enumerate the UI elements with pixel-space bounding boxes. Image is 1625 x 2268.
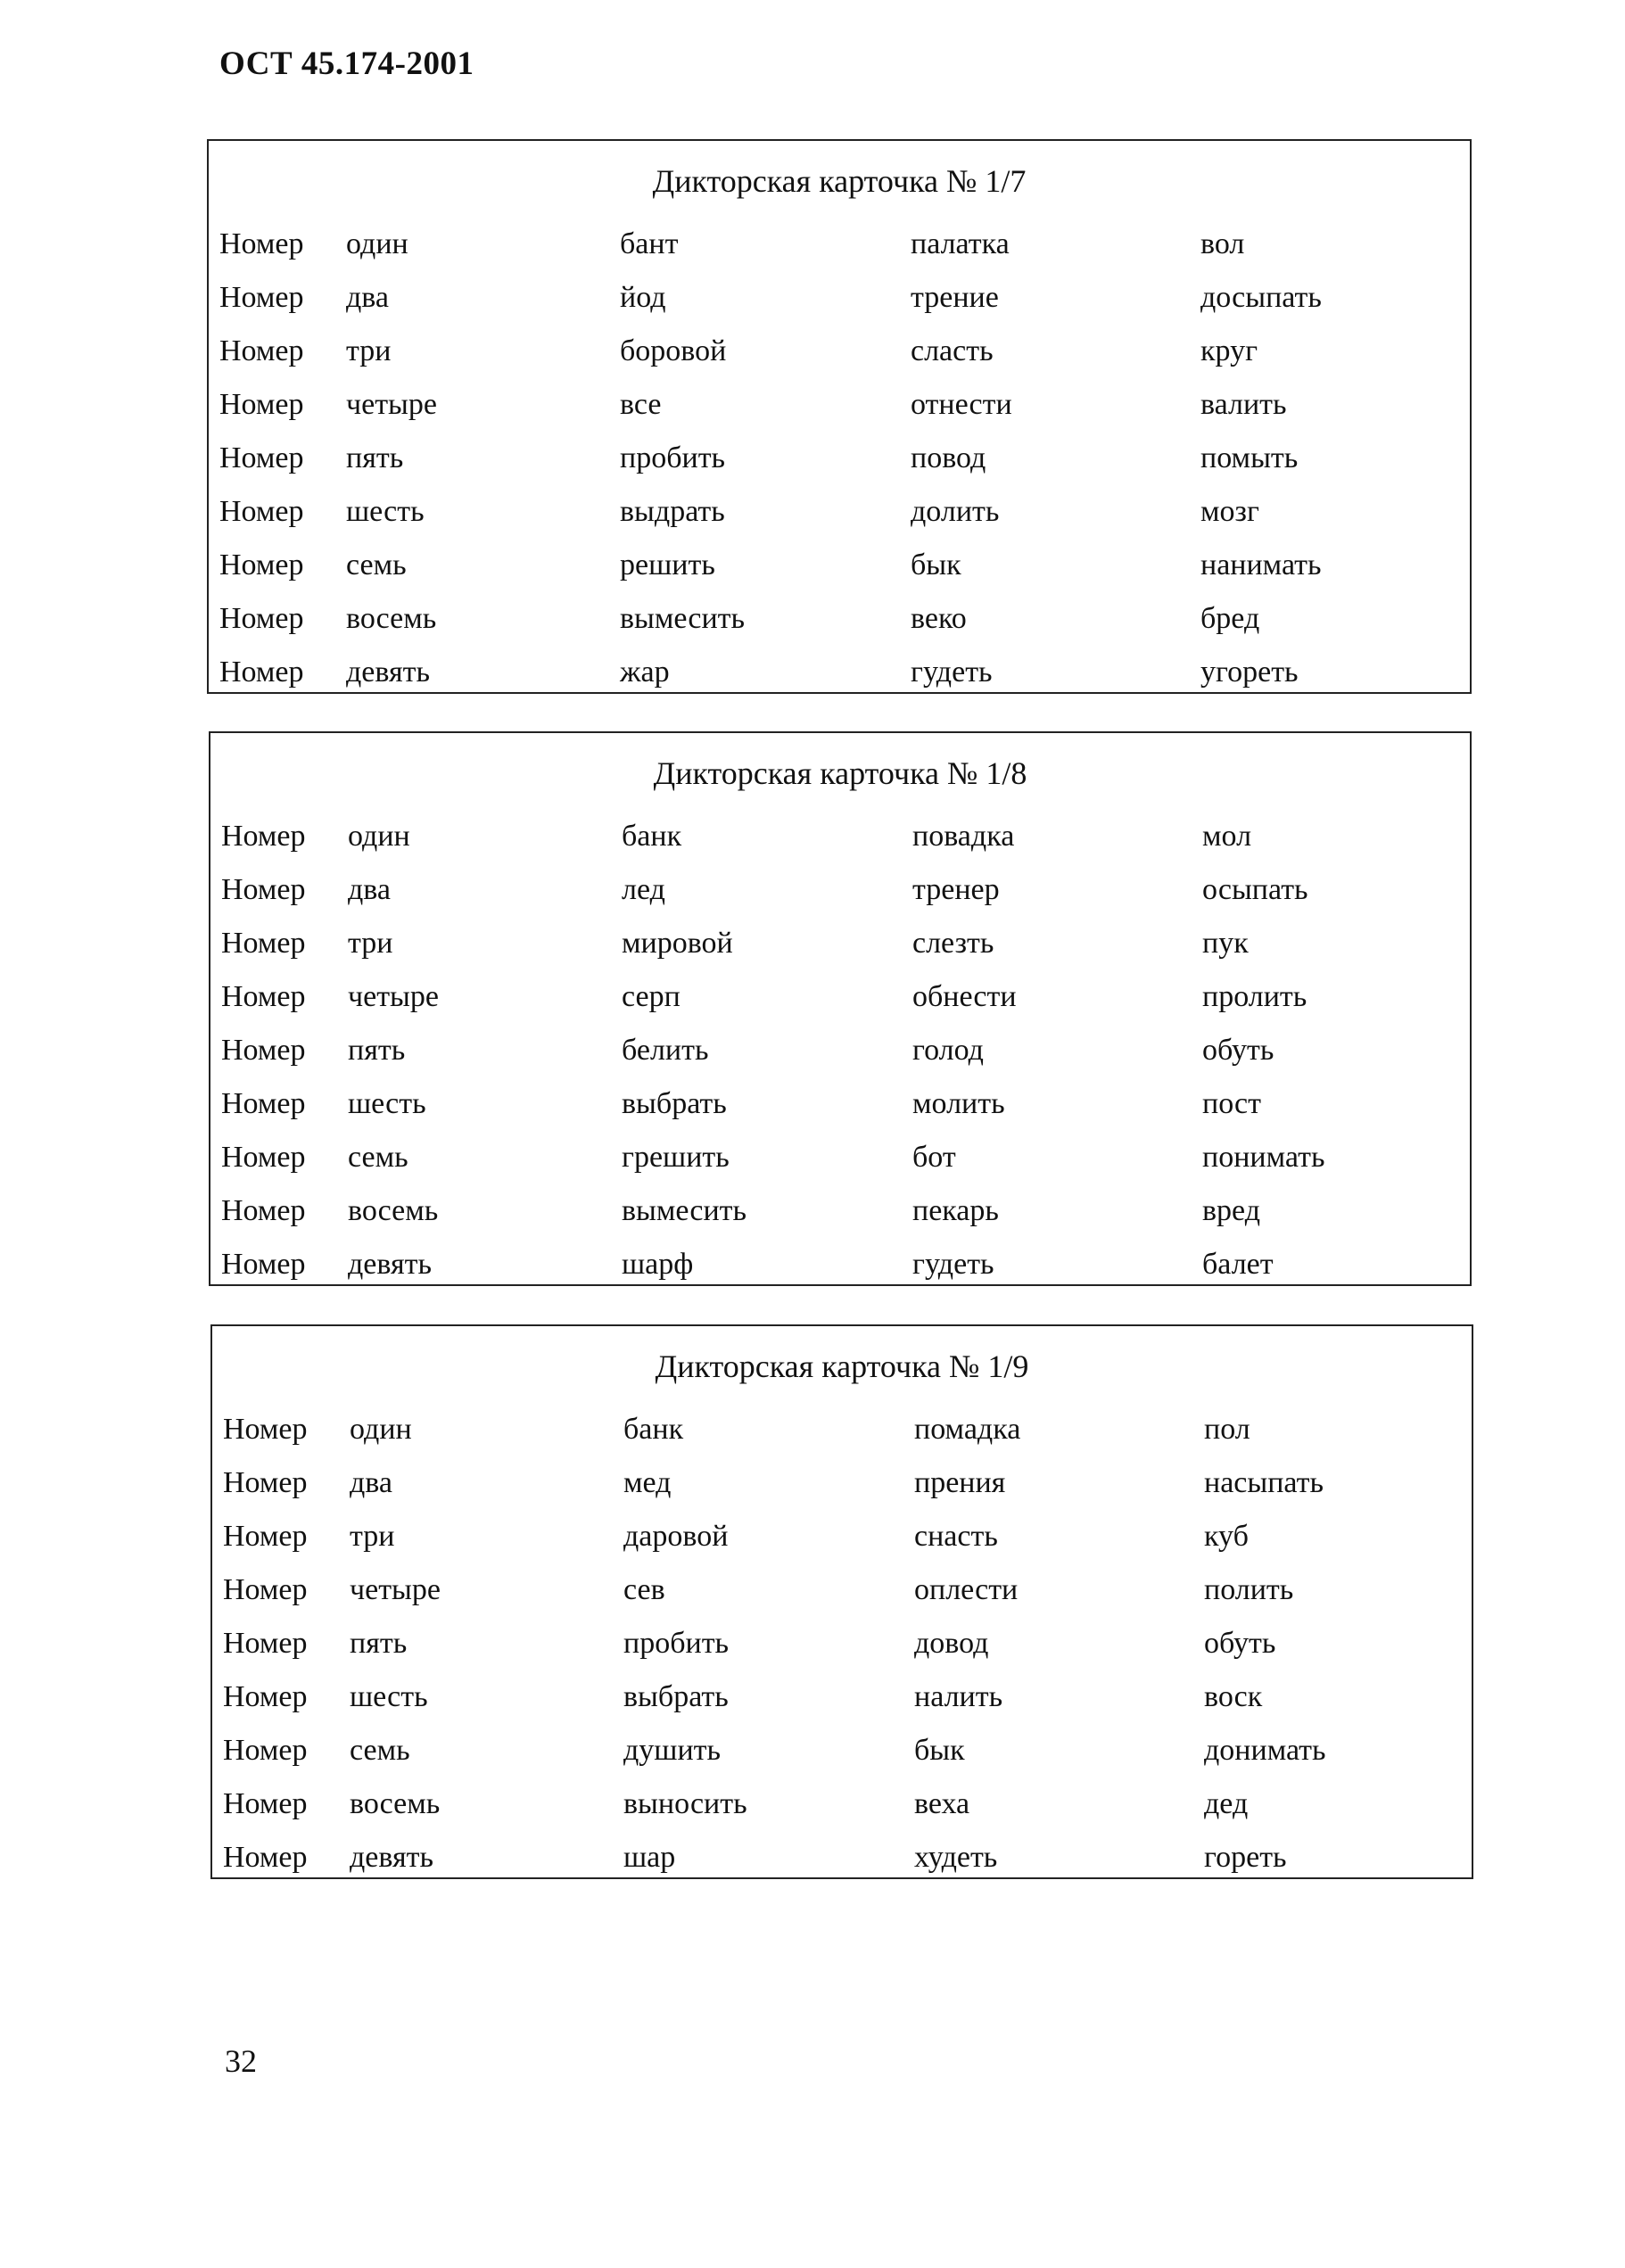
speaker-card [210, 1324, 1473, 1879]
cell-word-c: насыпать [1204, 1466, 1324, 1499]
speaker-card [209, 731, 1472, 1286]
cell-prefix: Номер [221, 873, 306, 906]
cell-word-b: бык [914, 1734, 965, 1767]
cell-prefix: Номер [223, 1787, 308, 1820]
cell-word-a: грешить [622, 1141, 730, 1174]
cell-word-b: слезть [912, 927, 994, 960]
cell-word-c: полить [1204, 1573, 1294, 1606]
cell-word-c: обуть [1204, 1627, 1276, 1660]
cell-word-b: худеть [914, 1841, 998, 1874]
cell-prefix: Номер [221, 1248, 306, 1281]
cell-word-c: круг [1200, 334, 1258, 367]
cell-word-a: банк [622, 820, 682, 853]
cell-word-a: даровой [623, 1520, 729, 1553]
cell-number: девять [348, 1248, 432, 1281]
cell-word-b: голод [912, 1034, 984, 1067]
cell-word-a: сев [623, 1573, 665, 1606]
cell-word-c: воск [1204, 1680, 1263, 1713]
speaker-card [207, 139, 1472, 694]
cell-word-b: тренер [912, 873, 1000, 906]
cell-word-a: банк [623, 1413, 684, 1446]
cell-word-c: пук [1202, 927, 1249, 960]
cell-word-a: все [620, 388, 662, 421]
cell-prefix: Номер [221, 1034, 306, 1067]
word-row [221, 917, 1470, 970]
word-row [219, 592, 1470, 646]
cell-word-c: обуть [1202, 1034, 1274, 1067]
cell-number: четыре [348, 980, 439, 1013]
word-row [223, 1777, 1472, 1831]
word-row [221, 1077, 1470, 1131]
cell-word-b: гудеть [911, 656, 993, 689]
cell-word-b: отнести [911, 388, 1012, 421]
card-title: Дикторская карточка № 1/8 [653, 755, 1027, 791]
cell-word-a: серп [622, 980, 681, 1013]
cell-word-a: белить [622, 1034, 709, 1067]
cell-word-c: осыпать [1202, 873, 1308, 906]
cell-number: семь [350, 1734, 410, 1767]
cell-word-c: донимать [1204, 1734, 1326, 1767]
cell-word-a: йод [620, 281, 666, 314]
cell-word-c: бред [1200, 602, 1260, 635]
cell-number: три [348, 927, 393, 960]
cell-word-b: трение [911, 281, 999, 314]
cell-number: один [348, 820, 410, 853]
cell-prefix: Номер [219, 441, 304, 474]
word-row [223, 1510, 1472, 1563]
cell-word-c: дед [1204, 1787, 1249, 1820]
word-row [223, 1831, 1472, 1885]
cell-word-b: пекарь [912, 1194, 999, 1227]
cell-word-b: долить [911, 495, 1000, 528]
cell-number: пять [346, 441, 404, 474]
cell-word-b: снасть [914, 1520, 998, 1553]
cell-word-b: веко [911, 602, 967, 635]
cell-number: девять [346, 656, 430, 689]
cell-word-a: мировой [622, 927, 733, 960]
cell-word-b: прения [914, 1466, 1006, 1499]
cell-word-b: палатка [911, 227, 1010, 260]
cell-word-c: мозг [1200, 495, 1259, 528]
cell-word-a: вымесить [622, 1194, 747, 1227]
cell-number: два [350, 1466, 392, 1499]
cell-number: два [348, 873, 391, 906]
cell-word-c: гореть [1204, 1841, 1287, 1874]
cell-word-a: выбрать [623, 1680, 729, 1713]
cell-prefix: Номер [219, 227, 304, 260]
word-row [219, 378, 1470, 432]
word-row [219, 271, 1470, 325]
cell-prefix: Номер [223, 1413, 308, 1446]
page-number: 32 [225, 2043, 257, 2079]
cell-word-a: бант [620, 227, 679, 260]
cell-prefix: Номер [219, 656, 304, 689]
cell-word-b: повадка [912, 820, 1015, 853]
cell-prefix: Номер [223, 1520, 308, 1553]
word-row [223, 1456, 1472, 1510]
cell-number: шесть [350, 1680, 428, 1713]
cell-word-b: сласть [911, 334, 994, 367]
cell-prefix: Номер [223, 1841, 308, 1874]
cell-word-a: жар [620, 656, 670, 689]
word-row [223, 1563, 1472, 1617]
cell-word-c: помыть [1200, 441, 1299, 474]
cell-prefix: Номер [219, 281, 304, 314]
word-row [223, 1670, 1472, 1724]
cell-word-b: довод [914, 1627, 989, 1660]
cell-word-a: боровой [620, 334, 727, 367]
cell-word-a: вымесить [620, 602, 746, 635]
cell-number: три [346, 334, 392, 367]
cell-word-c: вред [1202, 1194, 1260, 1227]
cell-prefix: Номер [221, 980, 306, 1013]
word-row [221, 1131, 1470, 1184]
cell-word-c: балет [1202, 1248, 1274, 1281]
cell-number: семь [348, 1141, 408, 1174]
cell-word-c: понимать [1202, 1141, 1325, 1174]
cell-word-b: бот [912, 1141, 956, 1174]
cell-word-b: веха [914, 1787, 970, 1820]
cell-word-b: налить [914, 1680, 1003, 1713]
cell-word-c: пролить [1202, 980, 1307, 1013]
cell-prefix: Номер [221, 1141, 306, 1174]
cell-number: три [350, 1520, 395, 1553]
word-row [219, 485, 1470, 539]
cell-prefix: Номер [221, 1087, 306, 1120]
cell-word-a: пробить [623, 1627, 730, 1660]
cell-word-b: оплести [914, 1573, 1019, 1606]
word-row [219, 432, 1470, 485]
document-code: ОСТ 45.174-2001 [219, 45, 474, 82]
cell-number: четыре [350, 1573, 441, 1606]
cell-number: два [346, 281, 389, 314]
word-row [223, 1617, 1472, 1670]
cell-prefix: Номер [223, 1734, 308, 1767]
cell-word-a: выбрать [622, 1087, 727, 1120]
card-title: Дикторская карточка № 1/9 [655, 1348, 1029, 1384]
cell-prefix: Номер [219, 602, 304, 635]
word-row [221, 863, 1470, 917]
cell-prefix: Номер [223, 1680, 308, 1713]
cell-word-c: валить [1200, 388, 1287, 421]
cell-prefix: Номер [221, 1194, 306, 1227]
cell-word-a: мед [623, 1466, 672, 1499]
cell-prefix: Номер [221, 820, 306, 853]
cell-number: один [350, 1413, 412, 1446]
cell-prefix: Номер [223, 1466, 308, 1499]
cell-word-c: пост [1202, 1087, 1261, 1120]
word-row [221, 810, 1470, 863]
cell-prefix: Номер [219, 548, 304, 581]
cell-prefix: Номер [221, 927, 306, 960]
cell-number: восемь [350, 1787, 441, 1820]
cell-word-a: выносить [623, 1787, 747, 1820]
cell-word-b: помадка [914, 1413, 1021, 1446]
cell-word-a: шар [623, 1841, 676, 1874]
cell-word-a: шарф [622, 1248, 694, 1281]
word-row [221, 1184, 1470, 1238]
cell-word-a: пробить [620, 441, 726, 474]
cell-prefix: Номер [219, 388, 304, 421]
cell-word-c: куб [1204, 1520, 1249, 1553]
cell-prefix: Номер [219, 334, 304, 367]
cell-number: пять [350, 1627, 408, 1660]
cell-number: восемь [346, 602, 437, 635]
cell-word-c: угореть [1200, 656, 1299, 689]
cell-number: пять [348, 1034, 406, 1067]
cell-number: девять [350, 1841, 433, 1874]
cell-word-b: молить [912, 1087, 1005, 1120]
cell-word-a: лед [622, 873, 665, 906]
cell-word-a: выдрать [620, 495, 725, 528]
cell-word-a: душить [623, 1734, 722, 1767]
cell-word-b: повод [911, 441, 986, 474]
cell-number: шесть [346, 495, 425, 528]
cell-number: семь [346, 548, 407, 581]
cell-number: один [346, 227, 408, 260]
word-row [219, 325, 1470, 378]
cell-number: шесть [348, 1087, 426, 1120]
word-row [221, 1024, 1470, 1077]
cell-word-c: вол [1200, 227, 1245, 260]
card-title: Дикторская карточка № 1/7 [652, 163, 1027, 199]
word-row [219, 218, 1470, 271]
cell-number: восемь [348, 1194, 439, 1227]
cell-prefix: Номер [219, 495, 304, 528]
cell-prefix: Номер [223, 1627, 308, 1660]
cell-prefix: Номер [223, 1573, 308, 1606]
cell-word-c: мол [1202, 820, 1252, 853]
word-row [223, 1724, 1472, 1777]
cell-word-c: нанимать [1200, 548, 1322, 581]
cell-word-b: бык [911, 548, 961, 581]
cell-word-c: пол [1204, 1413, 1250, 1446]
cell-word-b: обнести [912, 980, 1017, 1013]
cell-number: четыре [346, 388, 437, 421]
word-row [223, 1403, 1472, 1456]
word-row [221, 1238, 1470, 1291]
word-row [219, 646, 1470, 699]
cell-word-b: гудеть [912, 1248, 994, 1281]
cell-word-a: решить [620, 548, 715, 581]
word-row [221, 970, 1470, 1024]
cell-word-c: досыпать [1200, 281, 1322, 314]
word-row [219, 539, 1470, 592]
